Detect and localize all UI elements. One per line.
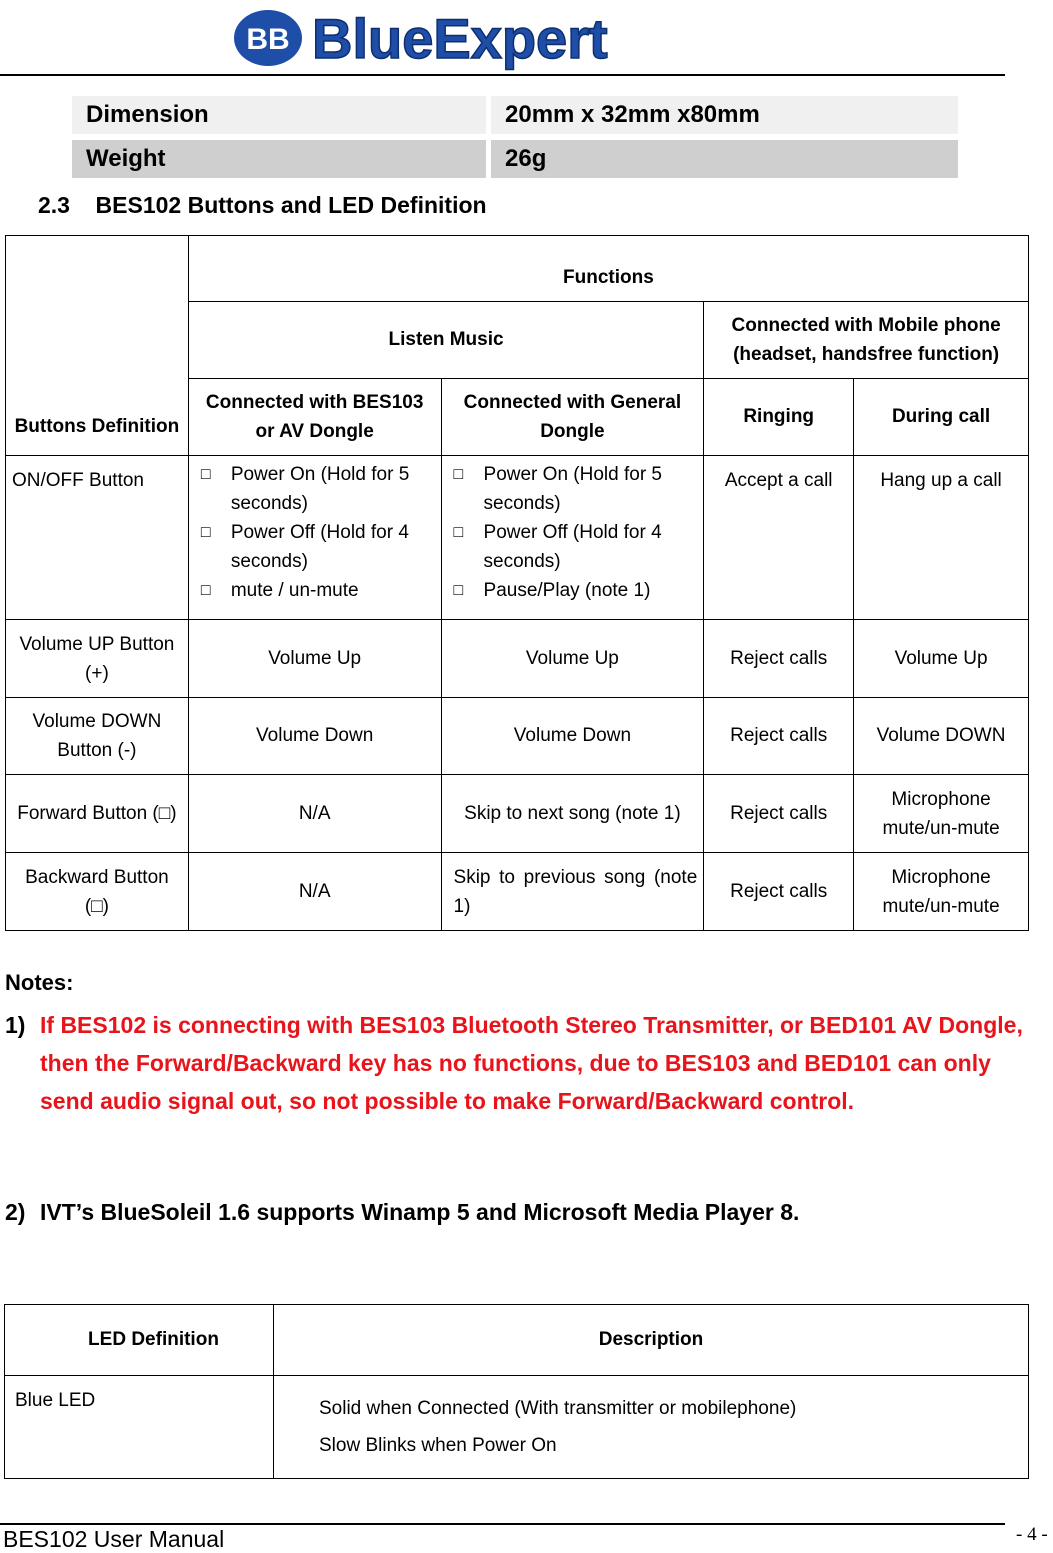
spec-dimension-label: Dimension bbox=[72, 96, 486, 134]
button-name: Forward Button (□) bbox=[6, 775, 189, 853]
general-value: Skip to next song (note 1) bbox=[441, 775, 704, 853]
led-desc-line: Solid when Connected (With transmitter or mobilephone) bbox=[319, 1398, 797, 1419]
note-1 bbox=[5, 1006, 1045, 1120]
table-row bbox=[6, 620, 1029, 698]
bes103-value: N/A bbox=[188, 853, 441, 931]
table-row bbox=[6, 775, 1029, 853]
ringing-value: Reject calls bbox=[704, 775, 854, 853]
bes103-value: Volume Down bbox=[188, 698, 441, 775]
spec-dimension-value: 20mm x 32mm x80mm bbox=[491, 96, 958, 134]
table-row bbox=[6, 853, 1029, 931]
spec-weight-label: Weight bbox=[72, 140, 486, 178]
onoff-ringing: Accept a call bbox=[704, 456, 854, 620]
col-mobile-phone: Connected with Mobile phone (headset, handsfree function) bbox=[704, 302, 1029, 379]
general-value: Volume Up bbox=[441, 620, 704, 698]
ringing-value: Reject calls bbox=[704, 620, 854, 698]
general-value: Volume Down bbox=[441, 698, 704, 775]
button-name: Volume DOWN Button (-) bbox=[6, 698, 189, 775]
general-value: Skip to previous song (note 1) bbox=[441, 853, 704, 931]
onoff-bes103-cell bbox=[188, 456, 441, 620]
during-value: Microphone mute/un-mute bbox=[854, 775, 1029, 853]
during-value: Microphone mute/un-mute bbox=[854, 853, 1029, 931]
col-general-dongle: Connected with General Dongle bbox=[441, 379, 704, 456]
col-listen-music: Listen Music bbox=[188, 302, 703, 379]
during-value: Volume Up bbox=[854, 620, 1029, 698]
ringing-value: Reject calls bbox=[704, 853, 854, 931]
header-rule bbox=[0, 74, 1005, 76]
blueexpert-logo bbox=[228, 2, 638, 76]
led-name: Blue LED bbox=[5, 1376, 274, 1479]
note-number: 1) bbox=[5, 1012, 26, 1038]
svg-text:BB: BB bbox=[246, 23, 290, 56]
onoff-button-name: ON/OFF Button bbox=[6, 456, 189, 620]
footer-rule bbox=[0, 1523, 1005, 1525]
col-bes103-dongle: Connected with BES103 or AV Dongle bbox=[188, 379, 441, 456]
footer-manual-title: BES102 User Manual bbox=[3, 1526, 225, 1552]
notes-label: Notes: bbox=[5, 970, 74, 995]
list-item: □ Power Off (Hold for 4 seconds) bbox=[195, 518, 435, 576]
svg-text:BlueExpert: BlueExpert bbox=[312, 7, 608, 70]
col-ringing: Ringing bbox=[704, 379, 854, 456]
section-title: 2.3 BES102 Buttons and LED Definition bbox=[38, 192, 487, 218]
col-during-call: During call bbox=[854, 379, 1029, 456]
bes103-value: Volume Up bbox=[188, 620, 441, 698]
table-row bbox=[6, 698, 1029, 775]
table-row bbox=[6, 456, 1029, 620]
list-item: □ Power On (Hold for 5 seconds) bbox=[195, 460, 435, 518]
ringing-value: Reject calls bbox=[704, 698, 854, 775]
note-2 bbox=[5, 1193, 1045, 1231]
onoff-during-call: Hang up a call bbox=[854, 456, 1029, 620]
note-text: IVT’s BlueSoleil 1.6 supports Winamp 5 and Microsoft Media Player 8. bbox=[40, 1199, 800, 1225]
list-item: □ Pause/Play (note 1) bbox=[448, 576, 698, 605]
col-functions: Functions bbox=[188, 236, 1028, 302]
bes103-value: N/A bbox=[188, 775, 441, 853]
led-desc-line: Slow Blinks when Power On bbox=[319, 1435, 557, 1456]
led-definition-table bbox=[4, 1304, 1029, 1479]
col-description: Description bbox=[274, 1305, 1029, 1376]
button-name: Volume UP Button (+) bbox=[6, 620, 189, 698]
button-name: Backward Button (□) bbox=[6, 853, 189, 931]
page-number: - 4 - bbox=[1016, 1524, 1048, 1545]
col-led-definition: LED Definition bbox=[5, 1305, 274, 1376]
onoff-general-cell bbox=[441, 456, 704, 620]
spec-weight-value: 26g bbox=[491, 140, 958, 178]
list-item: □ Power On (Hold for 5 seconds) bbox=[448, 460, 698, 518]
buttons-definition-table bbox=[5, 235, 1029, 931]
table-row bbox=[5, 1376, 1029, 1479]
note-number: 2) bbox=[5, 1199, 26, 1225]
note-text: If BES102 is connecting with BES103 Bluetooth Stereo Transmitter, or BED101 AV Dongle, then the Forward/Backward key has no functions, due to BES103 and BED101 can only send audio signal out, so not possible to make Forward/Backward control. bbox=[40, 1012, 1023, 1114]
list-item: □ mute / un-mute bbox=[195, 576, 435, 605]
col-buttons-definition: Buttons Definition bbox=[6, 236, 189, 456]
led-description bbox=[274, 1376, 1029, 1479]
list-item: □ Power Off (Hold for 4 seconds) bbox=[448, 518, 698, 576]
during-value: Volume DOWN bbox=[854, 698, 1029, 775]
